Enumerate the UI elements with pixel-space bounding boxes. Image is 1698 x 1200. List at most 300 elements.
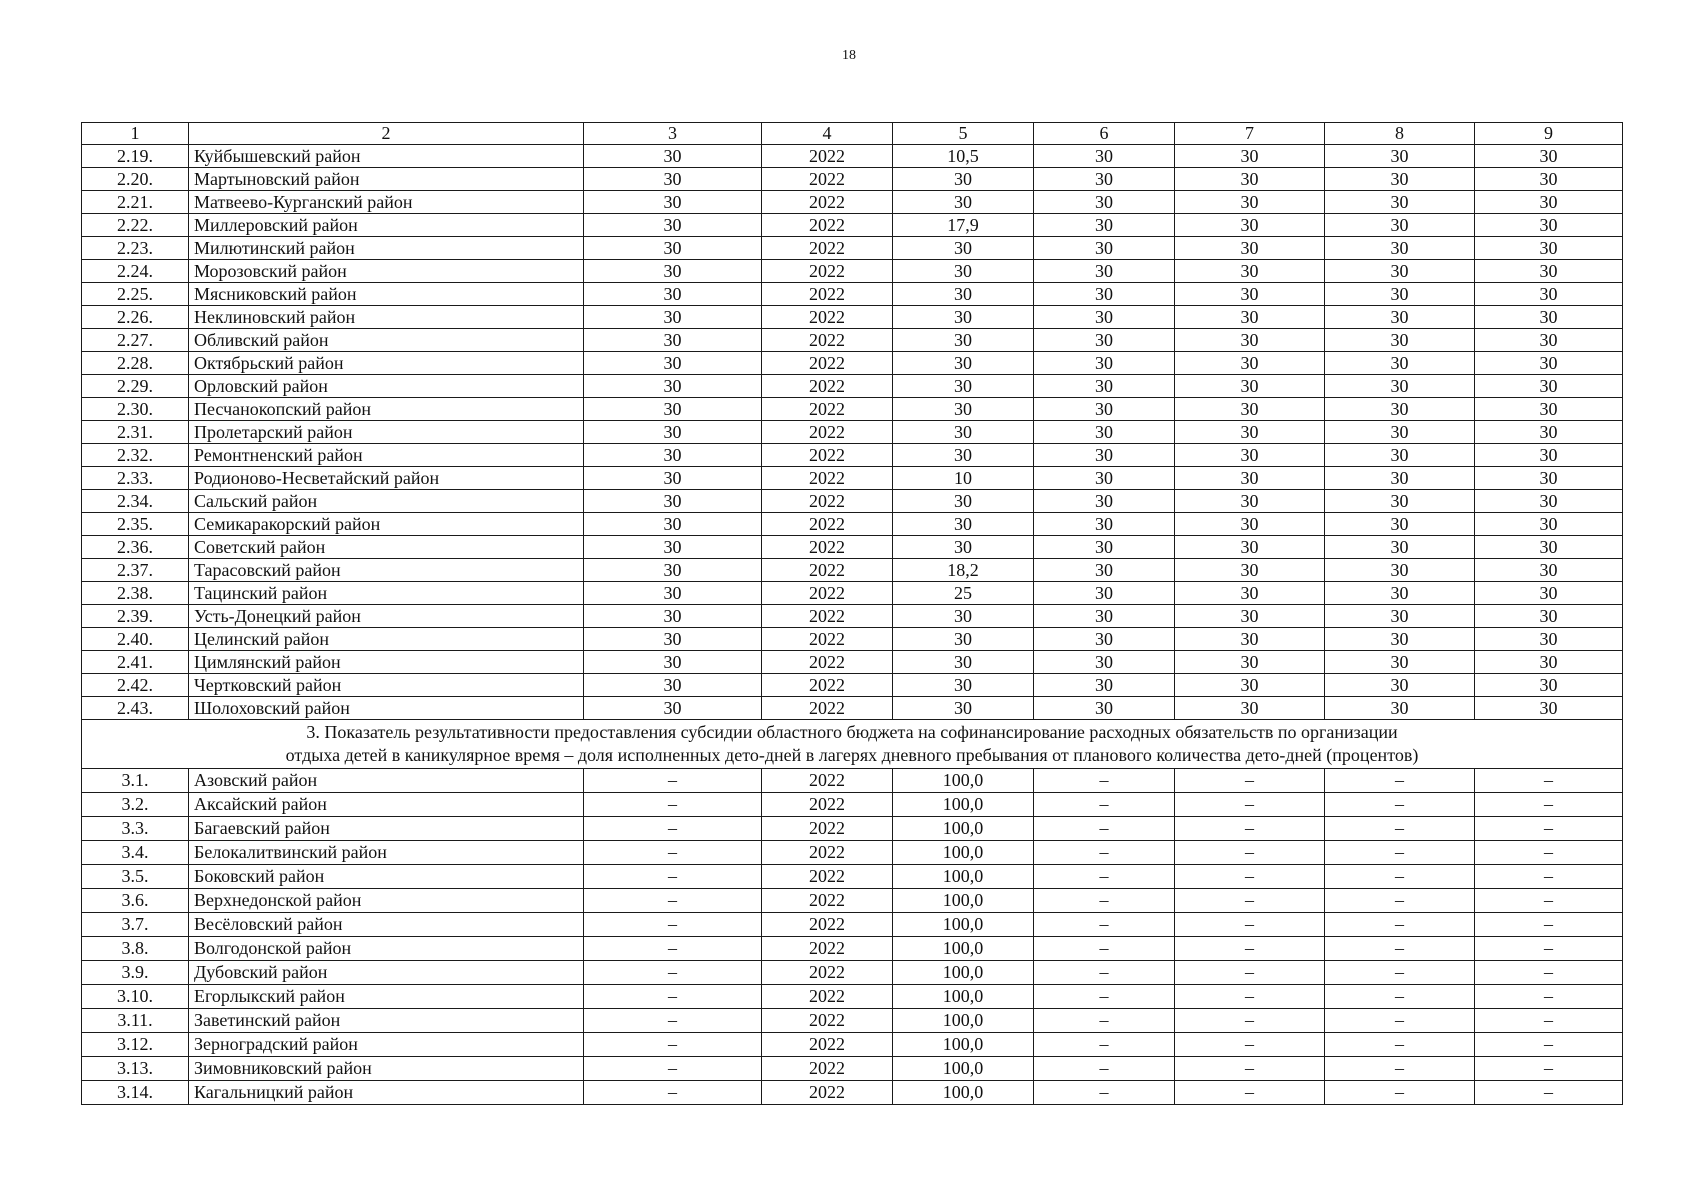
table-cell: – bbox=[1175, 793, 1325, 817]
table-cell: 30 bbox=[584, 237, 762, 260]
table-cell: 30 bbox=[1475, 536, 1623, 559]
table-row bbox=[82, 444, 1623, 467]
table-cell-name: Советский район bbox=[189, 536, 584, 559]
table-cell: 30 bbox=[893, 674, 1034, 697]
page-number: 18 bbox=[842, 48, 856, 63]
table-cell: 2.24. bbox=[82, 260, 189, 283]
table-row bbox=[82, 352, 1623, 375]
table-cell-name: Боковский район bbox=[189, 865, 584, 889]
table-cell: 2.33. bbox=[82, 467, 189, 490]
table-cell: 2.38. bbox=[82, 582, 189, 605]
table-cell: 30 bbox=[1475, 513, 1623, 536]
table-cell: 2022 bbox=[762, 1009, 893, 1033]
table-row bbox=[82, 1081, 1623, 1105]
table-cell: 2.27. bbox=[82, 329, 189, 352]
table-cell: 30 bbox=[1175, 352, 1325, 375]
section-title-row bbox=[82, 720, 1623, 769]
table-cell: 30 bbox=[1475, 214, 1623, 237]
table-cell: 30 bbox=[1034, 605, 1175, 628]
table-cell-name: Белокалитвинский район bbox=[189, 841, 584, 865]
table-cell-name: Милютинский район bbox=[189, 237, 584, 260]
table-cell: 2022 bbox=[762, 769, 893, 793]
table-cell: 2022 bbox=[762, 937, 893, 961]
table-cell: 2022 bbox=[762, 214, 893, 237]
table-cell: 2.42. bbox=[82, 674, 189, 697]
table-cell: 30 bbox=[1175, 490, 1325, 513]
table-cell: 30 bbox=[893, 191, 1034, 214]
column-header: 4 bbox=[762, 123, 893, 145]
table-row bbox=[82, 398, 1623, 421]
table-cell: – bbox=[1034, 865, 1175, 889]
table-cell: – bbox=[584, 817, 762, 841]
table-cell: – bbox=[1034, 937, 1175, 961]
table-cell: 30 bbox=[1475, 697, 1623, 720]
table-cell: 30 bbox=[1034, 444, 1175, 467]
table-cell: 30 bbox=[893, 628, 1034, 651]
table-cell: 30 bbox=[1475, 237, 1623, 260]
table-cell: – bbox=[584, 1081, 762, 1105]
table-cell: – bbox=[1175, 961, 1325, 985]
table-cell: 30 bbox=[1475, 444, 1623, 467]
table-cell: 30 bbox=[893, 306, 1034, 329]
table-cell: 30 bbox=[893, 605, 1034, 628]
table-cell: – bbox=[1325, 1057, 1475, 1081]
table-cell: 3.1. bbox=[82, 769, 189, 793]
table-cell: 100,0 bbox=[893, 961, 1034, 985]
table-cell: 3.11. bbox=[82, 1009, 189, 1033]
table-cell: 30 bbox=[1175, 651, 1325, 674]
table-cell: – bbox=[1325, 889, 1475, 913]
table-cell: 30 bbox=[584, 490, 762, 513]
table-cell: 30 bbox=[1325, 513, 1475, 536]
table-cell: 2022 bbox=[762, 398, 893, 421]
table-cell: 30 bbox=[1325, 674, 1475, 697]
column-header: 7 bbox=[1175, 123, 1325, 145]
table-cell: – bbox=[584, 961, 762, 985]
table-cell: – bbox=[1034, 1009, 1175, 1033]
table-cell: – bbox=[1034, 769, 1175, 793]
table-row bbox=[82, 1009, 1623, 1033]
table-cell: 30 bbox=[584, 352, 762, 375]
table-cell: 2022 bbox=[762, 961, 893, 985]
table-row bbox=[82, 513, 1623, 536]
table-cell: 100,0 bbox=[893, 889, 1034, 913]
table-cell: 30 bbox=[893, 329, 1034, 352]
column-header: 8 bbox=[1325, 123, 1475, 145]
table-row bbox=[82, 674, 1623, 697]
table-cell: 2022 bbox=[762, 283, 893, 306]
table-row bbox=[82, 605, 1623, 628]
table-cell: – bbox=[1034, 889, 1175, 913]
table-cell: – bbox=[1175, 865, 1325, 889]
table-cell: 30 bbox=[1175, 306, 1325, 329]
table-cell: 30 bbox=[1175, 628, 1325, 651]
table-cell-name: Дубовский район bbox=[189, 961, 584, 985]
table-cell-name: Шолоховский район bbox=[189, 697, 584, 720]
table-cell-name: Усть-Донецкий район bbox=[189, 605, 584, 628]
table-cell: 30 bbox=[1034, 145, 1175, 168]
table-cell: 3.10. bbox=[82, 985, 189, 1009]
table-cell: 17,9 bbox=[893, 214, 1034, 237]
table-row bbox=[82, 467, 1623, 490]
table-cell: – bbox=[1034, 817, 1175, 841]
table-cell-name: Ремонтненский район bbox=[189, 444, 584, 467]
table-cell: 2.20. bbox=[82, 168, 189, 191]
table-cell: 30 bbox=[1034, 352, 1175, 375]
table-cell: 2.19. bbox=[82, 145, 189, 168]
table-cell: 2022 bbox=[762, 490, 893, 513]
table-cell: – bbox=[1475, 937, 1623, 961]
table-cell: 2022 bbox=[762, 674, 893, 697]
table-cell: 3.4. bbox=[82, 841, 189, 865]
table-cell: 2.36. bbox=[82, 536, 189, 559]
table-cell: 100,0 bbox=[893, 1009, 1034, 1033]
table-cell: 30 bbox=[1034, 306, 1175, 329]
table-cell: 30 bbox=[1475, 352, 1623, 375]
table-cell: 30 bbox=[1325, 559, 1475, 582]
table-cell: 30 bbox=[584, 421, 762, 444]
table-cell: 2.30. bbox=[82, 398, 189, 421]
table-cell: 30 bbox=[1175, 536, 1325, 559]
table-row bbox=[82, 191, 1623, 214]
table-cell: 2022 bbox=[762, 375, 893, 398]
table-cell: 3.13. bbox=[82, 1057, 189, 1081]
table-cell: 30 bbox=[1325, 605, 1475, 628]
table-cell: – bbox=[584, 841, 762, 865]
table-cell-name: Неклиновский район bbox=[189, 306, 584, 329]
table-cell: 30 bbox=[893, 536, 1034, 559]
table-row bbox=[82, 306, 1623, 329]
table-cell: 30 bbox=[1325, 260, 1475, 283]
table-row bbox=[82, 375, 1623, 398]
table-cell: 100,0 bbox=[893, 817, 1034, 841]
table-cell: 2022 bbox=[762, 536, 893, 559]
table-cell: 100,0 bbox=[893, 1033, 1034, 1057]
table-cell: 30 bbox=[1034, 582, 1175, 605]
header-row bbox=[82, 123, 1623, 145]
table-cell: 30 bbox=[893, 513, 1034, 536]
table-cell: 30 bbox=[584, 329, 762, 352]
table-cell: 3.12. bbox=[82, 1033, 189, 1057]
table-cell: 2022 bbox=[762, 145, 893, 168]
table-cell: – bbox=[1034, 1081, 1175, 1105]
table-cell: – bbox=[584, 865, 762, 889]
table-row bbox=[82, 145, 1623, 168]
table-cell: 2.34. bbox=[82, 490, 189, 513]
table-cell: 2022 bbox=[762, 628, 893, 651]
table-cell: – bbox=[1175, 985, 1325, 1009]
section-title bbox=[82, 720, 1623, 769]
table-cell-name: Кагальницкий район bbox=[189, 1081, 584, 1105]
table-cell: – bbox=[1175, 889, 1325, 913]
table-cell: 2022 bbox=[762, 421, 893, 444]
table-cell: 30 bbox=[584, 260, 762, 283]
table-row bbox=[82, 817, 1623, 841]
table-body bbox=[82, 123, 1623, 1105]
table-cell: – bbox=[1475, 865, 1623, 889]
table-cell: 30 bbox=[1475, 260, 1623, 283]
table-cell: 30 bbox=[584, 168, 762, 191]
table-cell: 30 bbox=[584, 559, 762, 582]
table-cell: – bbox=[1475, 817, 1623, 841]
table-cell: – bbox=[1325, 937, 1475, 961]
table-cell: 30 bbox=[1325, 352, 1475, 375]
table-row bbox=[82, 237, 1623, 260]
column-header: 6 bbox=[1034, 123, 1175, 145]
table-row bbox=[82, 490, 1623, 513]
table-cell: 2022 bbox=[762, 1081, 893, 1105]
table-cell: – bbox=[1475, 913, 1623, 937]
table-row bbox=[82, 283, 1623, 306]
table-cell: 30 bbox=[1325, 536, 1475, 559]
table-cell: 30 bbox=[1175, 214, 1325, 237]
table-cell: – bbox=[1475, 841, 1623, 865]
table-row bbox=[82, 841, 1623, 865]
table-cell-name: Чертковский район bbox=[189, 674, 584, 697]
table-cell: – bbox=[584, 937, 762, 961]
table-cell: 30 bbox=[893, 651, 1034, 674]
table-cell: – bbox=[584, 913, 762, 937]
table-cell: 30 bbox=[584, 444, 762, 467]
table-cell: 2022 bbox=[762, 793, 893, 817]
table-cell-name: Орловский район bbox=[189, 375, 584, 398]
table-cell: 30 bbox=[1175, 191, 1325, 214]
table-cell: 30 bbox=[1325, 490, 1475, 513]
table-cell: 30 bbox=[584, 398, 762, 421]
table-cell: – bbox=[1034, 793, 1175, 817]
table-cell: 2.39. bbox=[82, 605, 189, 628]
table-cell: – bbox=[1325, 985, 1475, 1009]
table-cell: – bbox=[1034, 913, 1175, 937]
table-cell: 2022 bbox=[762, 1057, 893, 1081]
table-cell: – bbox=[1175, 841, 1325, 865]
table-cell: 30 bbox=[1034, 559, 1175, 582]
table-cell: 30 bbox=[1475, 145, 1623, 168]
table-row bbox=[82, 961, 1623, 985]
table-cell: 30 bbox=[1475, 306, 1623, 329]
table-cell: 30 bbox=[1034, 260, 1175, 283]
table-row bbox=[82, 559, 1623, 582]
table-cell: 2022 bbox=[762, 817, 893, 841]
table-cell: 10,5 bbox=[893, 145, 1034, 168]
table-cell: – bbox=[1034, 961, 1175, 985]
table-cell: 30 bbox=[1325, 375, 1475, 398]
table-cell: 30 bbox=[1175, 421, 1325, 444]
table-cell: – bbox=[1175, 1081, 1325, 1105]
table-cell: – bbox=[1034, 1057, 1175, 1081]
table-cell-name: Миллеровский район bbox=[189, 214, 584, 237]
table-row bbox=[82, 329, 1623, 352]
table-cell: 30 bbox=[1175, 145, 1325, 168]
table-cell: 30 bbox=[1475, 191, 1623, 214]
table-cell: 30 bbox=[1475, 582, 1623, 605]
table-cell: – bbox=[1475, 793, 1623, 817]
table-cell: 30 bbox=[584, 214, 762, 237]
table-cell: 2022 bbox=[762, 865, 893, 889]
table-cell: 2022 bbox=[762, 985, 893, 1009]
section-title-line: 3. Показатель результативности предоставления субсидии областного бюджета на софинансирование расходных обязательств по организации bbox=[306, 722, 1398, 742]
table-cell: 30 bbox=[584, 513, 762, 536]
table-cell: 30 bbox=[1175, 674, 1325, 697]
table-cell: 30 bbox=[1475, 467, 1623, 490]
table-cell-name: Зимовниковский район bbox=[189, 1057, 584, 1081]
table-cell-name: Мясниковский район bbox=[189, 283, 584, 306]
table-cell: 3.14. bbox=[82, 1081, 189, 1105]
table-cell-name: Целинский район bbox=[189, 628, 584, 651]
table-cell: 30 bbox=[1475, 490, 1623, 513]
table-cell: 30 bbox=[1034, 398, 1175, 421]
table-cell: – bbox=[584, 769, 762, 793]
table-row bbox=[82, 1057, 1623, 1081]
table-cell: – bbox=[584, 1057, 762, 1081]
table-cell: 30 bbox=[1475, 421, 1623, 444]
table-cell-name: Родионово-Несветайский район bbox=[189, 467, 584, 490]
table-cell: 2.28. bbox=[82, 352, 189, 375]
table-cell: 25 bbox=[893, 582, 1034, 605]
table-cell: 30 bbox=[1034, 375, 1175, 398]
table-cell: 30 bbox=[584, 145, 762, 168]
table-cell: 2022 bbox=[762, 306, 893, 329]
table-cell: – bbox=[584, 1009, 762, 1033]
table-cell: – bbox=[1475, 985, 1623, 1009]
table-row bbox=[82, 214, 1623, 237]
table-cell: 2022 bbox=[762, 444, 893, 467]
table-cell-name: Аксайский район bbox=[189, 793, 584, 817]
table-cell-name: Волгодонской район bbox=[189, 937, 584, 961]
table-cell: – bbox=[584, 985, 762, 1009]
table-cell: 2.21. bbox=[82, 191, 189, 214]
table-cell: 2022 bbox=[762, 913, 893, 937]
table-cell: 30 bbox=[584, 283, 762, 306]
table-cell: 2.32. bbox=[82, 444, 189, 467]
table-cell: 30 bbox=[1034, 237, 1175, 260]
table-cell: 2022 bbox=[762, 889, 893, 913]
table-cell: 2.41. bbox=[82, 651, 189, 674]
table-cell: – bbox=[1325, 817, 1475, 841]
table-cell: – bbox=[1175, 913, 1325, 937]
table-cell: 30 bbox=[1034, 214, 1175, 237]
table-cell: 30 bbox=[1175, 467, 1325, 490]
table-cell: 18,2 bbox=[893, 559, 1034, 582]
table-cell: 30 bbox=[1325, 191, 1475, 214]
table-cell: – bbox=[1325, 865, 1475, 889]
table-cell: 30 bbox=[1175, 329, 1325, 352]
table-cell: 3.6. bbox=[82, 889, 189, 913]
table-cell: 30 bbox=[584, 467, 762, 490]
table-cell: – bbox=[1175, 937, 1325, 961]
table-cell: 30 bbox=[1325, 306, 1475, 329]
table-cell: 2.31. bbox=[82, 421, 189, 444]
table-row bbox=[82, 697, 1623, 720]
table-cell: 30 bbox=[1325, 145, 1475, 168]
table-cell: 30 bbox=[1034, 467, 1175, 490]
table-cell: 30 bbox=[1034, 674, 1175, 697]
table-cell: 2022 bbox=[762, 559, 893, 582]
section-title-line: отдыха детей в каникулярное время – доля исполненных дето-дней в лагерях дневного пребывания от планового количества дето-дней (процентов) bbox=[285, 745, 1419, 765]
table-cell: 2022 bbox=[762, 651, 893, 674]
table-cell: – bbox=[1325, 1009, 1475, 1033]
table-cell-name: Морозовский район bbox=[189, 260, 584, 283]
table-cell: 2022 bbox=[762, 329, 893, 352]
table-row bbox=[82, 793, 1623, 817]
table-cell: 3.9. bbox=[82, 961, 189, 985]
table-cell: – bbox=[1325, 769, 1475, 793]
table-cell: – bbox=[1475, 889, 1623, 913]
table-cell: 30 bbox=[893, 283, 1034, 306]
table-cell: 30 bbox=[893, 697, 1034, 720]
table-cell-name: Зерноградский район bbox=[189, 1033, 584, 1057]
table-cell: 30 bbox=[1034, 536, 1175, 559]
table-row bbox=[82, 913, 1623, 937]
table-cell: 3.8. bbox=[82, 937, 189, 961]
table-cell: 30 bbox=[1175, 260, 1325, 283]
table-cell: 2022 bbox=[762, 467, 893, 490]
table-cell: 30 bbox=[1325, 237, 1475, 260]
table-cell: 30 bbox=[1475, 674, 1623, 697]
table-cell-name: Заветинский район bbox=[189, 1009, 584, 1033]
table-cell: 30 bbox=[1325, 697, 1475, 720]
table-cell: – bbox=[1325, 841, 1475, 865]
table-cell: 30 bbox=[893, 490, 1034, 513]
table-cell-name: Пролетарский район bbox=[189, 421, 584, 444]
table-cell: 30 bbox=[1475, 651, 1623, 674]
table-cell: 30 bbox=[893, 352, 1034, 375]
table-cell: 2022 bbox=[762, 513, 893, 536]
table-row bbox=[82, 1033, 1623, 1057]
table-cell: 2022 bbox=[762, 237, 893, 260]
table-cell-name: Песчанокопский район bbox=[189, 398, 584, 421]
table-cell-name: Цимлянский район bbox=[189, 651, 584, 674]
table-cell: – bbox=[1475, 1057, 1623, 1081]
table-cell-name: Семикаракорский район bbox=[189, 513, 584, 536]
table-cell: 30 bbox=[893, 237, 1034, 260]
table-cell: 30 bbox=[1475, 398, 1623, 421]
table-cell: 2.23. bbox=[82, 237, 189, 260]
indicator-table bbox=[81, 122, 1623, 1105]
table-cell: 30 bbox=[1325, 214, 1475, 237]
table-cell: 2.37. bbox=[82, 559, 189, 582]
table-cell: 30 bbox=[1325, 628, 1475, 651]
table-cell: 100,0 bbox=[893, 793, 1034, 817]
table-cell: 30 bbox=[1325, 467, 1475, 490]
table-cell: 2022 bbox=[762, 352, 893, 375]
table-cell: 3.7. bbox=[82, 913, 189, 937]
table-cell: 30 bbox=[1475, 605, 1623, 628]
table-cell-name: Куйбышевский район bbox=[189, 145, 584, 168]
table-cell-name: Мартыновский район bbox=[189, 168, 584, 191]
table-cell-name: Егорлыкский район bbox=[189, 985, 584, 1009]
table-cell: 30 bbox=[1325, 651, 1475, 674]
table-cell: 30 bbox=[1175, 444, 1325, 467]
table-cell: 100,0 bbox=[893, 865, 1034, 889]
table-cell: 30 bbox=[1175, 168, 1325, 191]
table-cell: 2022 bbox=[762, 582, 893, 605]
table-cell: 30 bbox=[1034, 697, 1175, 720]
table-cell: 30 bbox=[1034, 628, 1175, 651]
table-cell-name: Азовский район bbox=[189, 769, 584, 793]
table-cell: 100,0 bbox=[893, 1081, 1034, 1105]
table-cell: 30 bbox=[1175, 605, 1325, 628]
table-cell: – bbox=[1175, 1057, 1325, 1081]
table-cell: 2022 bbox=[762, 697, 893, 720]
table-cell: 30 bbox=[1325, 283, 1475, 306]
table-cell: – bbox=[584, 889, 762, 913]
table-cell: – bbox=[1475, 769, 1623, 793]
table-cell: 2.26. bbox=[82, 306, 189, 329]
table-cell-name: Октябрьский район bbox=[189, 352, 584, 375]
table-cell: 30 bbox=[1325, 398, 1475, 421]
table-row bbox=[82, 582, 1623, 605]
